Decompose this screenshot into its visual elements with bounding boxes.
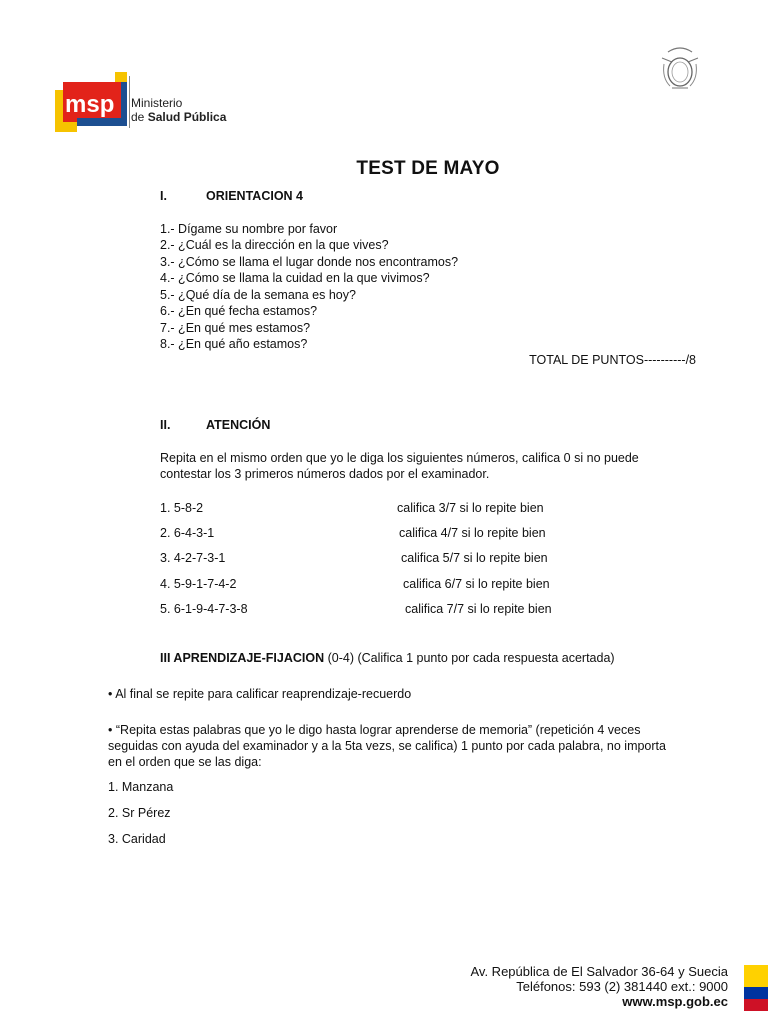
coat-of-arms-icon bbox=[658, 46, 702, 92]
section2-instruction-line1: Repita en el mismo orden que yo le diga los siguientes números, califica 0 si no puede bbox=[160, 451, 639, 465]
section3-heading-bold: III APRENDIZAJE-FIJACION bbox=[160, 651, 325, 665]
question-8: 8.- ¿En qué año estamos? bbox=[160, 337, 308, 351]
bullet-2-line3: en el orden que se las diga: bbox=[108, 755, 262, 769]
page-title: TEST DE MAYO bbox=[356, 158, 500, 179]
footer-phones: Teléfonos: 593 (2) 381440 ext.: 9000 bbox=[516, 979, 728, 994]
attention-score-3: califica 5/7 si lo repite bien bbox=[401, 551, 548, 565]
logo-mark-text: msp bbox=[65, 91, 115, 118]
attention-sequence-3: 3. 4-2-7-3-1 bbox=[160, 551, 226, 565]
section3-heading bbox=[160, 650, 615, 666]
attention-score-4: califica 6/7 si lo repite bien bbox=[403, 577, 550, 591]
question-7: 7.- ¿En qué mes estamos? bbox=[160, 321, 311, 335]
question-4: 4.- ¿Cómo se llama la cuidad en la que vivimos? bbox=[160, 271, 430, 285]
attention-score-5: califica 7/7 si lo repite bien bbox=[405, 602, 552, 616]
section2-label: ATENCIÓN bbox=[206, 418, 271, 432]
question-2: 2.- ¿Cuál es la dirección en la que vives? bbox=[160, 238, 389, 252]
bullet-icon: • bbox=[108, 723, 113, 737]
ministry-line1: Ministerio bbox=[131, 96, 183, 110]
bullet-1-text: Al final se repite para calificar reaprendizaje-recuerdo bbox=[115, 687, 412, 701]
section1-label: ORIENTACION 4 bbox=[206, 189, 303, 203]
attention-sequence-4: 4. 5-9-1-7-4-2 bbox=[160, 577, 237, 591]
bullet-2-line2: seguidas con ayuda del examinador y a la 5ta vezs, se califica) 1 punto por cada palabra, no importa bbox=[108, 739, 666, 753]
question-3: 3.- ¿Cómo se llama el lugar donde nos encontramos? bbox=[160, 255, 459, 269]
attention-sequence-2: 2. 6-4-3-1 bbox=[160, 526, 215, 540]
word-3: 3. Caridad bbox=[108, 832, 166, 846]
ministry-line2: de Salud Pública bbox=[131, 110, 227, 124]
section3-heading-rest: (0-4) (Califica 1 punto por cada respuesta acertada) bbox=[324, 651, 615, 665]
footer-address: Av. República de El Salvador 36-64 y Suecia bbox=[470, 964, 728, 979]
word-2: 2. Sr Pérez bbox=[108, 806, 171, 820]
bullet-2-text: “Repita estas palabras que yo le digo hasta lograr aprenderse de memoria” (repetición 4 veces bbox=[115, 723, 641, 737]
question-6: 6.- ¿En qué fecha estamos? bbox=[160, 304, 318, 318]
section2-instruction-line2: contestar los 3 primeros números dados por el examinador. bbox=[160, 467, 490, 481]
section1-total: TOTAL DE PUNTOS----------/8 bbox=[529, 353, 696, 367]
attention-sequence-5: 5. 6-1-9-4-7-3-8 bbox=[160, 602, 248, 616]
ministry-name bbox=[131, 96, 226, 124]
bullet-1 bbox=[108, 686, 411, 702]
word-1: 1. Manzana bbox=[108, 780, 174, 794]
attention-score-1: califica 3/7 si lo repite bien bbox=[397, 501, 544, 515]
attention-sequence-1: 1. 5-8-2 bbox=[160, 501, 204, 515]
question-1: 1.- Dígame su nombre por favor bbox=[160, 222, 338, 236]
bullet-icon: • bbox=[108, 687, 113, 701]
flag-stripe-yellow bbox=[744, 965, 768, 987]
attention-score-2: califica 4/7 si lo repite bien bbox=[399, 526, 546, 540]
section2-number: II. bbox=[160, 418, 171, 432]
question-5: 5.- ¿Qué día de la semana es hoy? bbox=[160, 288, 356, 302]
flag-stripe-red bbox=[744, 999, 768, 1011]
section1-number: I. bbox=[160, 189, 167, 203]
footer-website[interactable]: www.msp.gob.ec bbox=[622, 994, 728, 1009]
bullet-2-line1 bbox=[108, 722, 640, 738]
flag-stripe-blue bbox=[744, 987, 768, 999]
